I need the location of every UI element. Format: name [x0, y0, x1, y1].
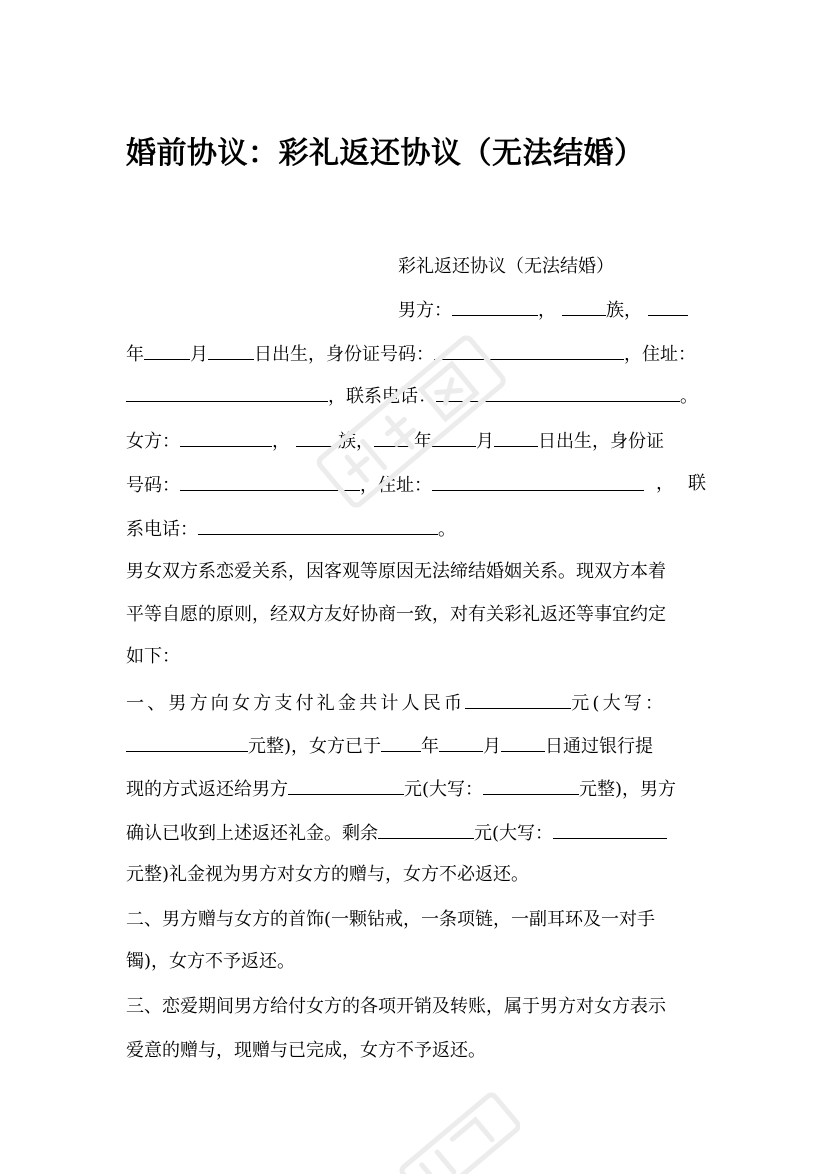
female-party-line-2: 号码： ，住址： ， 联	[126, 473, 706, 496]
remaining-amount-words-blank[interactable]	[553, 823, 667, 839]
female-birth-year-blank[interactable]	[374, 431, 414, 447]
watermark-graphic	[290, 300, 530, 540]
male-party-line-1: 男方： ， 族，	[398, 300, 706, 320]
male-phone-blank[interactable]	[436, 386, 680, 402]
female-name-blank[interactable]	[180, 431, 272, 447]
clause3-line-1: 三、恋爱期间男方给付女方的各项开销及转账，属于男方对女方表示	[126, 996, 666, 1017]
female-party-line-3: 系电话： 。	[126, 519, 456, 540]
gift-amount-blank[interactable]	[465, 693, 571, 709]
intro-line-3: 如下：	[126, 646, 180, 667]
male-name-blank[interactable]	[452, 300, 538, 316]
clause3-line-2: 爱意的赠与，现赠与已完成，女方不予返还。	[126, 1040, 486, 1061]
clause1-line-5: 元整)礼金视为男方对女方的赠与，女方不必返还。	[126, 864, 530, 885]
male-address-blank[interactable]	[126, 386, 328, 402]
male-birth-month-blank[interactable]	[144, 344, 190, 360]
male-party-line-2: 年 月 日出生，身份证号码： ，住址：	[126, 344, 696, 365]
document-title: 婚前协议：彩礼返还协议（无法结婚）	[126, 136, 645, 171]
clause1-line-3: 现的方式返还给男方 元(大写： 元整)，男方	[126, 779, 677, 800]
male-party-line-3: ，联系电话： 。	[126, 386, 706, 406]
returned-amount-blank[interactable]	[288, 779, 404, 795]
male-birth-year-blank[interactable]	[648, 300, 688, 316]
intro-line-1: 男女双方系恋爱关系，因客观等原因无法缔结婚姻关系。现双方本着	[126, 561, 666, 582]
watermark-graphic-bottom	[390, 1090, 520, 1174]
return-month-blank[interactable]	[439, 736, 483, 752]
male-label: 男方：	[398, 300, 452, 321]
male-ethnicity-blank[interactable]	[562, 300, 606, 316]
agreement-subtitle: 彩礼返还协议（无法结婚）	[398, 256, 614, 277]
female-birth-day-blank[interactable]	[494, 431, 538, 447]
clause2-line-2: 镯)，女方不予返还。	[126, 951, 296, 972]
clause1-line-4: 确认已收到上述返还礼金。剩余 元(大写：	[126, 823, 706, 843]
clause1-line-1: 一、男方向女方支付礼金共计人民币 元(大写：	[126, 693, 667, 714]
returned-amount-words-blank[interactable]	[483, 779, 579, 795]
female-phone-blank[interactable]	[198, 519, 438, 535]
female-birth-month-blank[interactable]	[432, 431, 476, 447]
male-id-number-blank[interactable]	[434, 344, 624, 360]
female-ethnicity-blank[interactable]	[296, 431, 338, 447]
male-birth-day-blank[interactable]	[208, 344, 254, 360]
return-day-blank[interactable]	[501, 736, 545, 752]
female-id-number-blank[interactable]	[180, 475, 360, 491]
clause2-line-1: 二、男方赠与女方的首饰(一颗钻戒，一条项链，一副耳环及一对手	[126, 909, 656, 930]
intro-line-2: 平等自愿的原则，经双方友好协商一致，对有关彩礼返还等事宜约定	[126, 604, 666, 625]
remaining-amount-blank[interactable]	[378, 823, 474, 839]
clause1-line-2: 元整)，女方已于 年 月 日通过银行提	[126, 736, 706, 756]
female-address-blank[interactable]	[432, 475, 644, 491]
return-year-blank[interactable]	[381, 736, 421, 752]
gift-amount-words-blank[interactable]	[126, 736, 248, 752]
female-party-line-1: 女方： ， 族， 年 月 日出生，身份证	[126, 431, 664, 452]
